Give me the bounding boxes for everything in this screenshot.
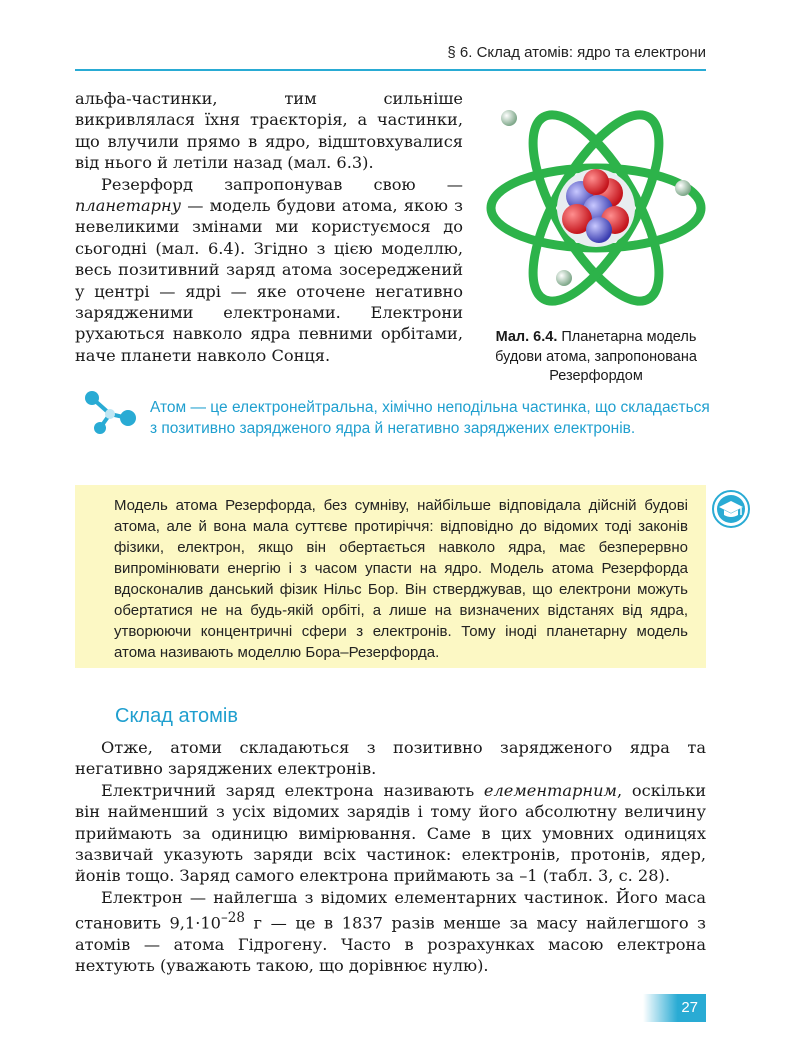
atom-definition: Атом — це електронейтральна, хімічно неподільна частинка, що складається з позитивно зарядженого ядра й негативно заряджених електронів.	[150, 399, 710, 437]
section-paragraph-2	[75, 780, 706, 887]
intro-p2-after: — модель будови атома, якою з невеликими змінами ми користуємося до сьогодні (мал. 6.4). Згідно з цією моделлю, весь позитивний заряд атома зосереджений у центрі — ядрі — яке оточене негативно зарядженими електронами. Електрони рухаються навколо ядра певними орбітами, наче планети навколо Сонця.	[75, 196, 463, 365]
electron	[675, 180, 691, 196]
intro-paragraph-1: альфа-частинки, тим сильніше викривлялася їхня траєкторія, а частинки, що влучили прямо в ядро, відштовхувалися від нього й летіли назад (мал. 6.3).	[75, 89, 463, 173]
nucleus	[557, 169, 635, 247]
intro-p2-before: Резерфорд запропонував свою —	[101, 174, 463, 194]
electron	[501, 110, 517, 126]
section-paragraph-3	[75, 887, 706, 977]
electron	[556, 270, 572, 286]
graduation-cap-icon	[712, 490, 750, 528]
section-body	[75, 737, 706, 977]
section-paragraph-1: Отже, атоми складаються з позитивно зарядженого ядра та негативно заряджених електронів.	[75, 738, 706, 779]
section-title: Склад атомів	[115, 705, 238, 727]
note-text: Модель атома Резерфорда, без сумніву, найбільше відповідала дійсній будові атома, але й вона мала суттєве протиріччя: відповідно до відомих тоді законів фізики, електрон, якщо він обертається навколо ядра, має безперервно випромінювати енергію і з часом упасти на ядро. Модель атома Резерфорда вдосконалив данський фізик Нільс Бор. Він стверджував, що електрони можуть обертатися не на будь-якій орбіті, а лише на визначених відстанях від ядра, утворюючи концентричні сфери з електронів. Тому іноді планетарну модель атома називають моделлю Бора–Резерфорда.	[114, 497, 688, 661]
intro-paragraph-2	[75, 174, 463, 367]
figure-caption	[478, 328, 714, 387]
intro-text	[75, 88, 463, 366]
running-header: § 6. Склад атомів: ядро та електрони	[447, 44, 706, 61]
figure-caption-text: Планетарна модель будови атома, запропонована Резерфордом	[495, 329, 697, 384]
section-p2-after: , оскільки він найменший з усіх відомих зарядів і тому його абсолютну величину приймають за одиницю вимірювання. Саме в цих умовних одиницях зазвичай указують заряди всіх частинок: електронів, протонів, ядер, йонів тощо. Заряд самого електрона приймають за –1 (табл. 3, с. 28).	[75, 780, 706, 886]
intro-p2-emphasis: планетарну	[75, 196, 182, 216]
section-p2-before: Електричний заряд електрона називають	[101, 780, 484, 800]
section-p3-before: Електрон — найлегша з відомих елементарних частинок. Його маса становить 9,1·10	[75, 887, 706, 933]
note-box	[75, 485, 706, 668]
section-p2-emphasis: елементарним	[483, 780, 617, 800]
figure-label: Мал. 6.4.	[495, 329, 558, 345]
page-number: 27	[643, 994, 706, 1022]
atom-model-figure	[478, 98, 714, 323]
section-p3-after: г — це в 1837 разів менше за масу найлегшого з атомів — атома Гідрогену. Часто в розрахунках масою електрона нехтують (уважають такою, що дорівнює нулю).	[75, 913, 707, 976]
section-p3-exponent: –28	[220, 910, 245, 927]
molecule-icon	[80, 388, 140, 438]
header-rule	[75, 69, 706, 71]
